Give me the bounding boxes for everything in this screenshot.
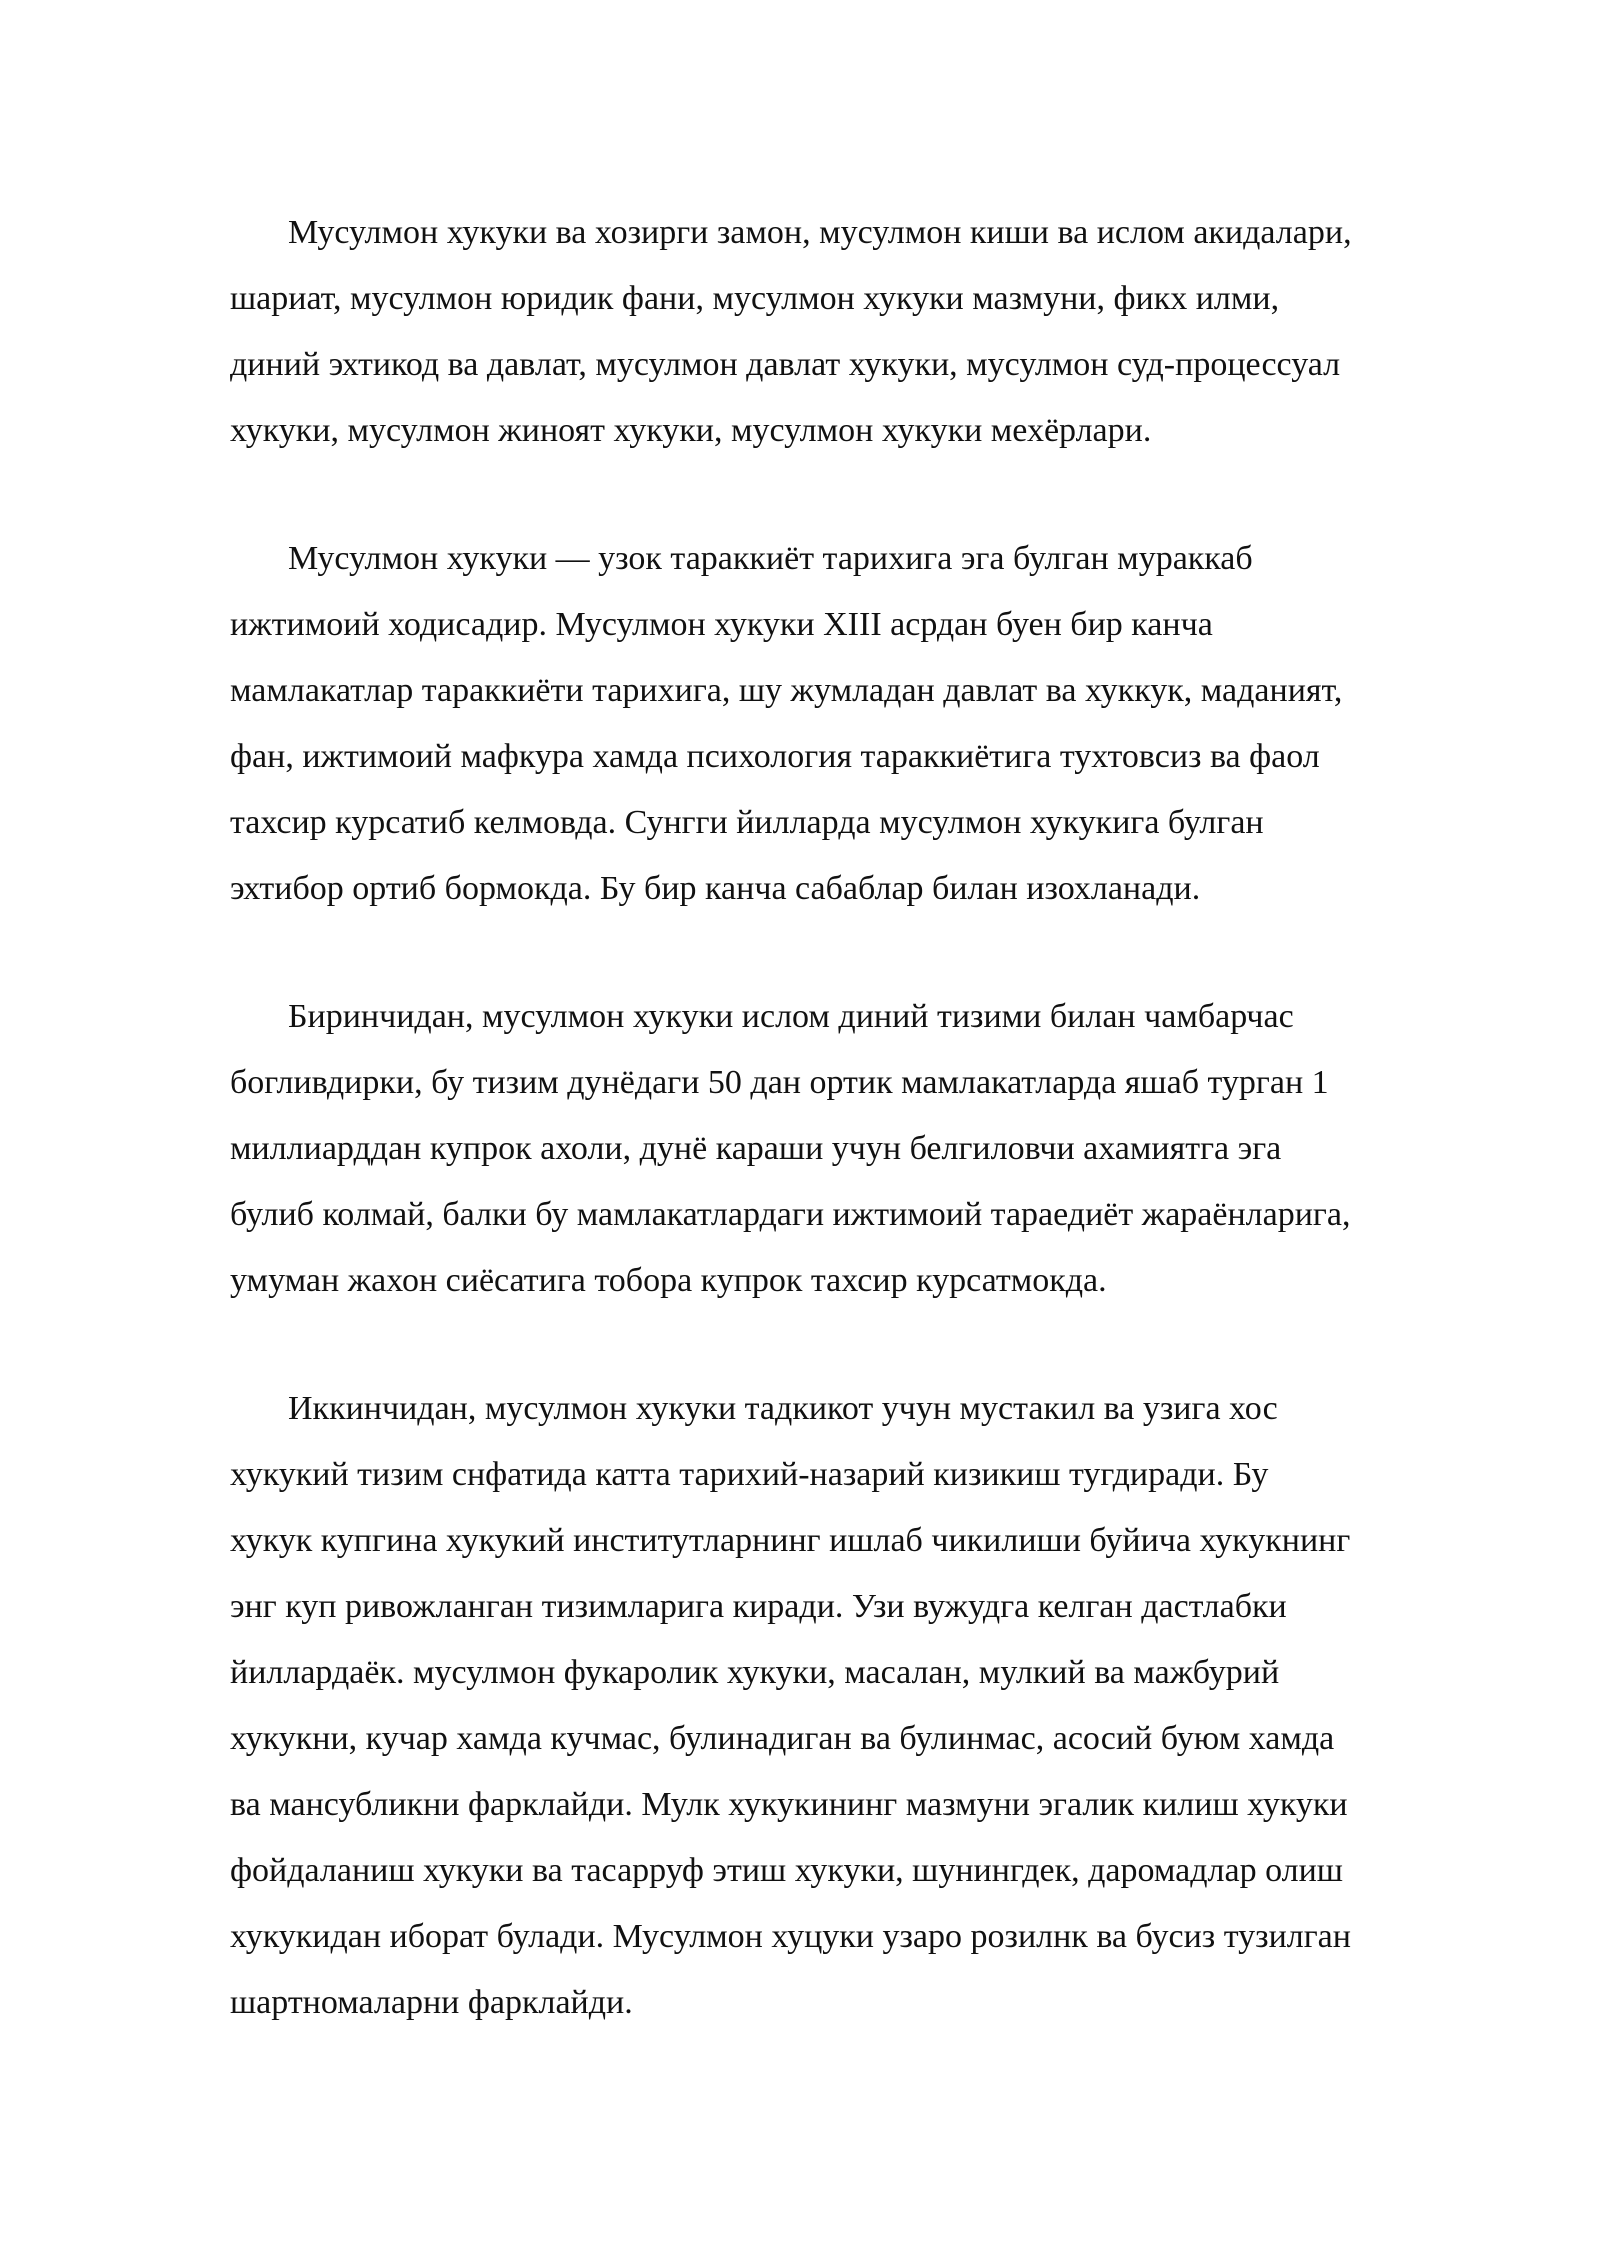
text-line: шартномаларни фарклайди. (230, 1984, 633, 2021)
text-line: Иккинчидан, мусулмон хукуки тадкикот учун мустакил ва узига хос (288, 1390, 1278, 1427)
text-line: хукукни, кучар хамда кучмас, булинадиган ва булинмас, асосий буюм хамда (230, 1720, 1335, 1757)
text-line: мамлакатлар тараккиёти тарихига, шу жумладан давлат ва хуккук, маданият, (230, 672, 1343, 709)
text-line: шариат, мусулмон юридик фани, мусулмон хукуки мазмуни, фикх илми, (230, 280, 1280, 317)
text-line: ижтимоий ходисадир. Мусулмон хукуки XIII асрдан буен бир канча (230, 606, 1213, 643)
text-line: булиб колмай, балки бу мамлакатлардаги ижтимоий тараедиёт жараёнларига, (230, 1196, 1351, 1233)
text-line: хукукий тизим снфатида катта тарихий-назарий кизикиш тугдиради. Бу (230, 1456, 1269, 1493)
text-line: умуман жахон сиёсатига тобора купрок тахсир курсатмокда. (230, 1262, 1107, 1299)
text-line: хукуки, мусулмон жиноят хукуки, мусулмон хукуки мехёрлари. (230, 412, 1152, 449)
text-line: Биринчидан, мусулмон хукуки ислом диний тизими билан чамбарчас (288, 998, 1294, 1035)
paragraph-3 (230, 984, 1490, 1314)
text-line: Мусулмон хукуки ва хозирги замон, мусулмон киши ва ислом акидалари, (288, 214, 1352, 251)
text-line: тахсир курсатиб келмовда. Сунгги йилларда мусулмон хукукига булган (230, 804, 1264, 841)
text-line: ва мансубликни фарклайди. Мулк хукукининг мазмуни эгалик килиш хукуки (230, 1786, 1348, 1823)
document-body (230, 200, 1490, 2098)
text-line: диний эхтикод ва давлат, мусулмон давлат хукуки, мусулмон суд-процессуал (230, 346, 1341, 383)
text-line: йиллардаёк. мусулмон фукаролик хукуки, масалан, мулкий ва мажбурий (230, 1654, 1280, 1691)
text-line: хукук купгина хукукий институтларнинг ишлаб чикилиши буйича хукукнинг (230, 1522, 1351, 1559)
text-line: фойдаланиш хукуки ва тасарруф этиш хукуки, шунингдек, даромадлар олиш (230, 1852, 1343, 1889)
text-line: Мусулмон хукуки — узок тараккиёт тарихига эга булган мураккаб (288, 540, 1253, 577)
text-line: энг куп ривожланган тизимларига киради. Узи вужудга келган дастлабки (230, 1588, 1287, 1625)
text-line: фан, ижтимоий мафкура хамда психология тараккиётига тухтовсиз ва фаол (230, 738, 1320, 775)
text-line: миллиарддан купрок ахоли, дунё караши учун белгиловчи ахамиятга эга (230, 1130, 1282, 1167)
text-line: богливдирки, бу тизим дунёдаги 50 дан ортик мамлакатларда яшаб турган 1 (230, 1064, 1329, 1101)
text-line: эхтибор ортиб бормокда. Бу бир канча сабаблар билан изохланади. (230, 870, 1201, 907)
paragraph-2 (230, 526, 1490, 922)
paragraph-4 (230, 1376, 1490, 2036)
text-line: хукукидан иборат булади. Мусулмон хуцуки узаро розилнк ва бусиз тузилган (230, 1918, 1351, 1955)
paragraph-1 (230, 200, 1490, 464)
